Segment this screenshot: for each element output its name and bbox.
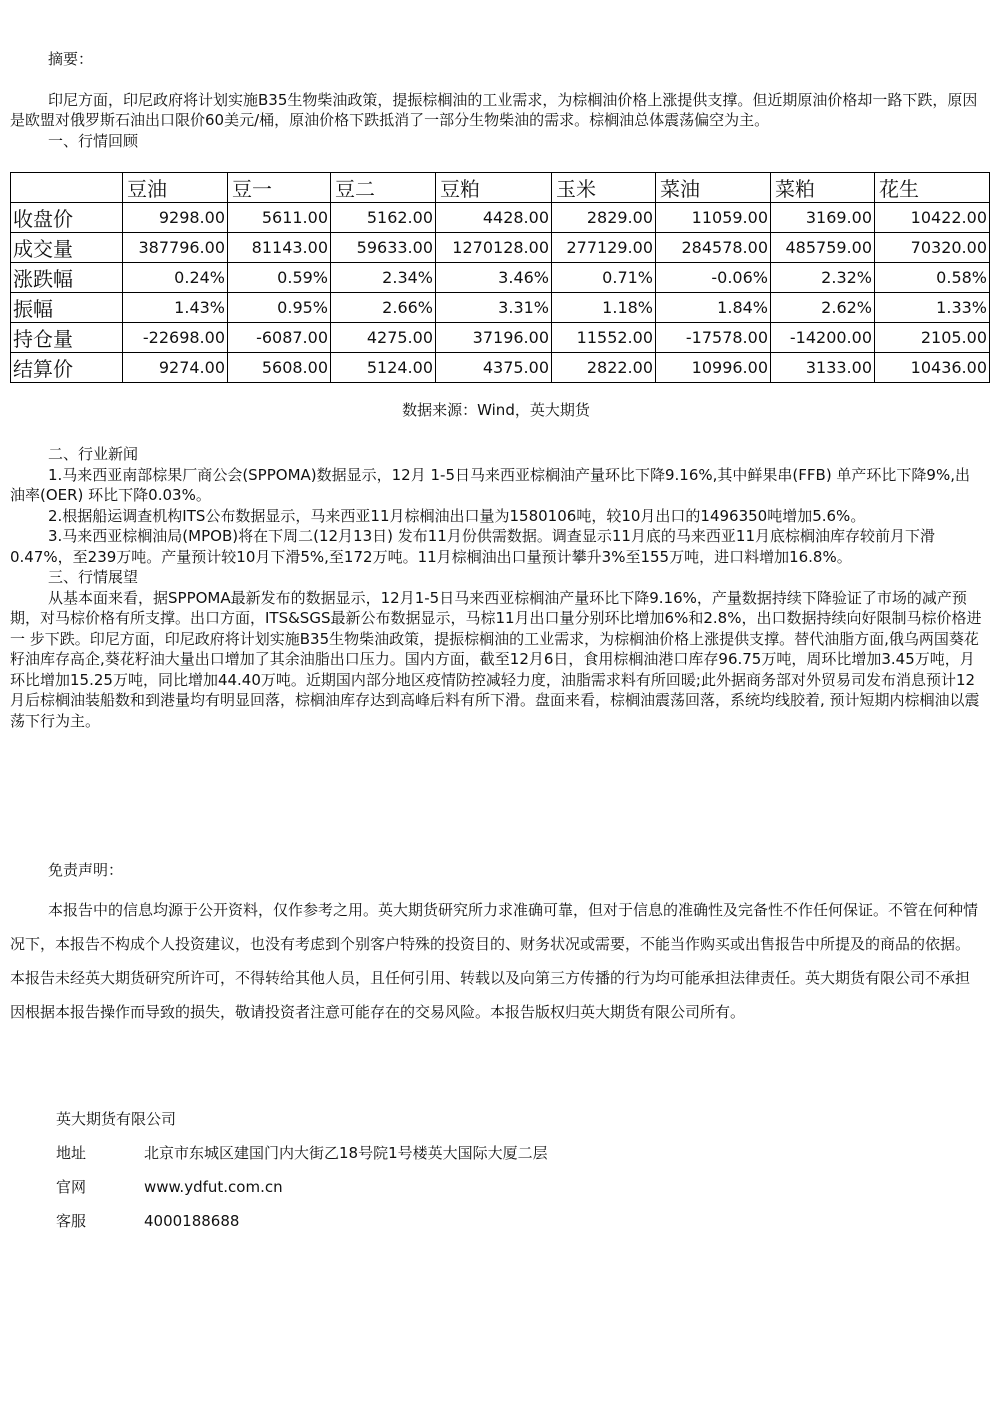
table-cell: 1.18% [552,293,656,323]
table-cell: 70320.00 [875,233,990,263]
table-cell: 485759.00 [771,233,875,263]
service-phone: 4000188688 [144,1212,240,1230]
table-cell: 4275.00 [331,323,436,353]
table-cell: 2822.00 [552,353,656,383]
website-link[interactable]: www.ydfut.com.cn [144,1178,283,1196]
service-label: 客服 [56,1212,87,1230]
table-row [11,323,990,353]
table-row [11,263,990,293]
company-name: 英大期货有限公司 [56,1110,177,1128]
address-label: 地址 [56,1144,87,1162]
table-cell: 59633.00 [331,233,436,263]
table-cell: 0.24% [123,263,228,293]
table-cell: 277129.00 [552,233,656,263]
outlook-text: 从基本面来看，据SPPOMA最新发布的数据显示，12月1-5日马来西亚棕榈油产量环比下降9.16%，产量数据持续下降验证了市场的减产预期，对马棕价格有所支撑。出口方面，ITS&SGS最新公布数据显示，马棕11月出口量分别环比增加6%和2.8%，出口数据持续向好限制马棕价格进一 步下跌。印尼方面，印尼政府将计划实施B35生物柴油政策，提振棕榈油的工业需求，为棕榈油价格上涨提供支撑。替代油脂方面,俄乌两国葵花籽油库存高企,葵花籽油大量出口增加了其余油脂出口压力。国内方面，截至12月6日，食用棕榈油港口库存96.75万吨，周环比增加3.45万吨，月环比增加15.25万吨，同比增加44.40万吨。近期国内部分地区疫情防控减轻力度，油脂需求料有所回暖;此外据商务部对外贸易司发布消息预计12月后棕榈油装船数和到港量均有明显回落，棕榈油库存达到高峰后料有所下滑。盘面来看，棕榈油震荡回落，系统均线胶着, 预计短期内棕榈油以震荡下行为主。 [10,588,982,730]
section-title-industry-news: 二、行业新闻 [48,445,139,463]
table-row-label: 成交量 [11,233,123,263]
table-row-label: 持仓量 [11,323,123,353]
data-source-note: 数据来源：Wind，英大期货 [402,401,590,419]
table-cell: 2.34% [331,263,436,293]
table-column-header: 豆油 [123,173,228,203]
table-cell: 2829.00 [552,203,656,233]
table-cell: 284578.00 [656,233,771,263]
table-cell: 1270128.00 [436,233,552,263]
table-row-label: 涨跌幅 [11,263,123,293]
contact-block [56,1108,548,1244]
news-item: 3.马来西亚棕榈油局(MPOB)将在下周二(12月13日) 发布11月份供需数据。调查显示11月底的马来西亚11月底棕榈油库存较前月下滑0.47%，至239万吨。产量预计较10月下滑5%,至172万吨。11月棕榈油出口量预计攀升3%至155万吨，进口料增加16.8%。 [10,527,936,566]
table-cell: 1.43% [123,293,228,323]
table-cell: 2.66% [331,293,436,323]
table-row-label: 结算价 [11,353,123,383]
market-table [10,172,990,383]
table-row [11,203,990,233]
disclaimer-text: 本报告中的信息均源于公开资料，仅作参考之用。英大期货研究所力求准确可靠，但对于信息的准确性及完备性不作任何保证。不管在何种情况下，本报告不构成个人投资建议，也没有考虑到个别客户特殊的投资目的、财务状况或需要，不能当作购买或出售报告中所提及的商品的依据。本报告未经英大期货研究所许可，不得转给其他人员，且任何引用、转载以及向第三方传播的行为均可能承担法律责任。英大期货有限公司不承担因根据本报告操作而导致的损失，敬请投资者注意可能存在的交易风险。本报告版权归英大期货有限公司所有。 [10,901,979,1021]
table-cell: 0.95% [228,293,331,323]
website-label: 官网 [56,1178,87,1196]
table-cell: 4375.00 [436,353,552,383]
section-title-market-review: 一、行情回顾 [48,132,139,150]
table-cell: 2.62% [771,293,875,323]
table-cell: 5124.00 [331,353,436,383]
table-cell: -6087.00 [228,323,331,353]
table-row-label: 振幅 [11,293,123,323]
table-cell: 81143.00 [228,233,331,263]
table-cell: -17578.00 [656,323,771,353]
table-cell: 5611.00 [228,203,331,233]
table-cell: 37196.00 [436,323,552,353]
table-column-header: 菜粕 [771,173,875,203]
table-cell: 387796.00 [123,233,228,263]
website-row [56,1176,548,1210]
company-name-row [56,1108,548,1142]
table-cell: 1.33% [875,293,990,323]
table-cell: 3.31% [436,293,552,323]
table-cell: 11552.00 [552,323,656,353]
service-row [56,1210,548,1244]
section-title-outlook: 三、行情展望 [48,568,139,586]
news-and-outlook [10,444,982,731]
table-row [11,353,990,383]
table-cell: 2105.00 [875,323,990,353]
table-cell: 0.58% [875,263,990,293]
table-cell: 9298.00 [123,203,228,233]
table-cell: 3169.00 [771,203,875,233]
table-cell: 0.71% [552,263,656,293]
table-row [11,293,990,323]
table-cell: -22698.00 [123,323,228,353]
table-column-header: 豆一 [228,173,331,203]
disclaimer-label: 免责声明： [48,861,124,879]
table-row-label: 收盘价 [11,203,123,233]
table-column-header: 玉米 [552,173,656,203]
address-value: 北京市东城区建国门内大街乙18号院1号楼英大国际大厦二层 [144,1144,548,1162]
table-cell: 2.32% [771,263,875,293]
table-cell: 9274.00 [123,353,228,383]
disclaimer-block [10,893,982,1029]
table-corner-cell [11,173,123,203]
news-item: 2.根据船运调查机构ITS公布数据显示，马来西亚11月棕榈油出口量为1580106吨，较10月出口的1496350吨增加5.6%。 [48,506,866,525]
news-item: 1.马来西亚南部棕果厂商公会(SPPOMA)数据显示，12月 1-5日马来西亚棕榈油产量环比下降9.16%,其中鲜果串(FFB) 单产环比下降9%,出油率(OER) 环比下降0.03%。 [10,465,970,504]
table-column-header: 菜油 [656,173,771,203]
table-row [11,233,990,263]
table-header-row [11,173,990,203]
table-column-header: 花生 [875,173,990,203]
table-cell: -14200.00 [771,323,875,353]
table-cell: -0.06% [656,263,771,293]
table-cell: 10436.00 [875,353,990,383]
table-cell: 5608.00 [228,353,331,383]
table-cell: 0.59% [228,263,331,293]
summary-text: 印尼方面，印尼政府将计划实施B35生物柴油政策，提振棕榈油的工业需求，为棕榈油价格上涨提供支撑。但近期原油价格却一路下跌，原因是欧盟对俄罗斯石油出口限价60美元/桶，原油价格下跌抵消了一部分生物柴油的需求。棕榈油总体震荡偏空为主。 [10,91,978,129]
summary-label: 摘要： [48,50,94,68]
table-cell: 4428.00 [436,203,552,233]
table-cell: 5162.00 [331,203,436,233]
table-cell: 3133.00 [771,353,875,383]
table-cell: 3.46% [436,263,552,293]
table-cell: 10996.00 [656,353,771,383]
table-cell: 10422.00 [875,203,990,233]
table-cell: 11059.00 [656,203,771,233]
table-cell: 1.84% [656,293,771,323]
table-column-header: 豆二 [331,173,436,203]
address-row [56,1142,548,1176]
table-column-header: 豆粕 [436,173,552,203]
